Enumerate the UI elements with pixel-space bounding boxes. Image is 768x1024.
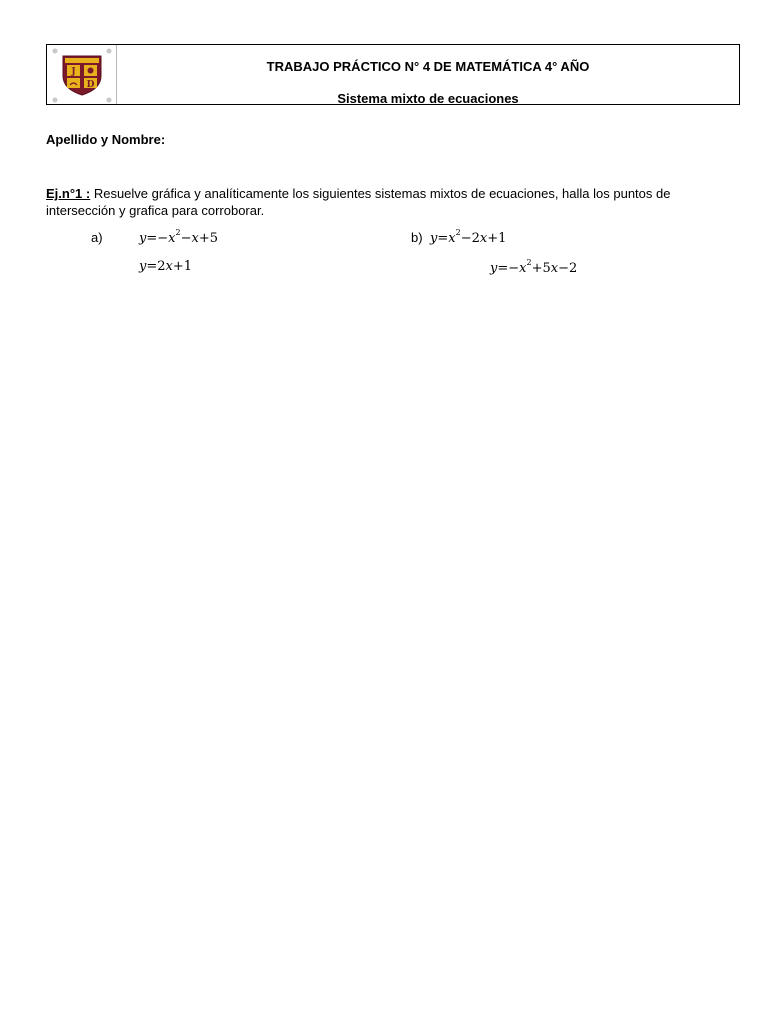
system-a-label: a) [91,230,103,245]
crest-letter-j: J [71,67,76,77]
student-name-label: Apellido y Nombre: [46,132,166,147]
logo-cell [47,45,117,104]
system-a-equation-2: y=2x+1 [139,259,193,274]
system-a-equation-1: $y=-x^2-x+5$ [139,228,219,246]
school-crest-icon [47,45,117,104]
exercise-1-statement [46,185,726,219]
system-b-equation-2: $y=-x^2+5x-2$ [490,258,578,276]
worksheet-subtitle: Sistema mixto de ecuaciones [337,91,519,106]
crest-letter-d: D [86,80,95,90]
exercise-1-label: Ej.n°1 : [46,186,91,201]
system-b-label: b) [411,230,423,245]
worksheet-title: TRABAJO PRÁCTICO N° 4 DE MATEMÁTICA 4° AÑO [266,59,590,74]
system-b-equation-1: $y=x^2-2x+1$ [430,228,507,246]
exercise-1-text: Resuelve gráfica y analíticamente los siguientes sistemas mixtos de ecuaciones, halla los puntos de intersección y grafica para corroborar. [46,186,671,218]
header-table [46,44,740,105]
